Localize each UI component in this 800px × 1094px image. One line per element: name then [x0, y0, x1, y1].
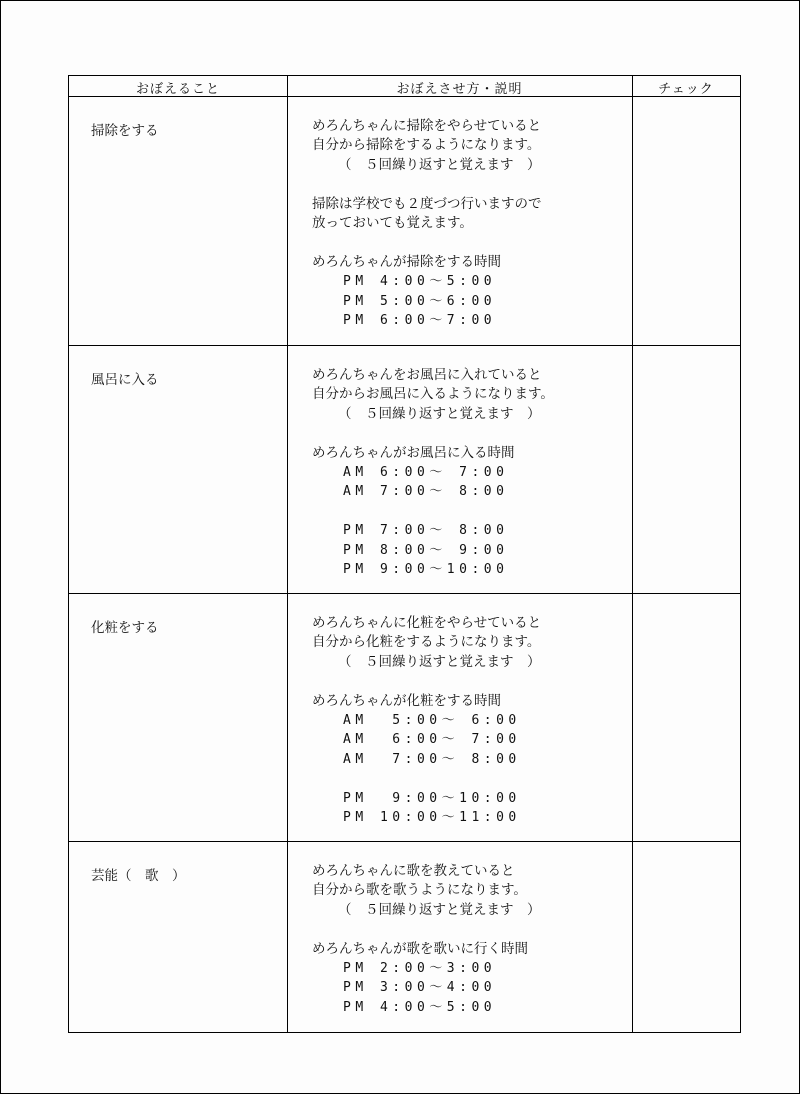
desc-line: 自分から化粧をするようになります。: [312, 634, 541, 651]
desc-note: （ ５回繰り返すと覚えます ）: [338, 156, 541, 173]
time-slot: PM 5:00～6:00: [343, 293, 497, 309]
desc-line: 放っておいても覚えます。: [312, 214, 473, 231]
desc-line: めろんちゃんが掃除をする時間: [312, 253, 501, 270]
checklist-table: [68, 75, 741, 1033]
row-item-label: 化粧をする: [91, 620, 159, 636]
time-slot: AM 5:00～ 6:00: [343, 712, 521, 728]
time-slot: PM 4:00～5:00: [343, 999, 497, 1015]
time-slot: PM 9:00～10:00: [343, 561, 509, 577]
time-slot: PM 8:00～ 9:00: [343, 542, 509, 558]
desc-line: 掃除は学校でも２度づつ行いますので: [312, 195, 542, 212]
row-description: [312, 862, 622, 1017]
row-item-label: 芸能（ 歌 ）: [91, 868, 186, 884]
table-header: [69, 76, 740, 97]
desc-line: 自分からお風呂に入るようになります。: [312, 386, 554, 403]
desc-line: めろんちゃんをお風呂に入れていると: [312, 367, 542, 383]
time-slot: PM 10:00～11:00: [343, 809, 521, 825]
desc-line: めろんちゃんに化粧をやらせていると: [312, 615, 542, 631]
row-description: [312, 614, 622, 827]
header-method: おぼえさせ方・説明: [396, 82, 523, 97]
time-slot: AM 7:00～ 8:00: [343, 484, 509, 500]
row-description: [312, 117, 622, 330]
desc-line: めろんちゃんに歌を教えていると: [312, 863, 515, 879]
row-description: [312, 366, 622, 579]
time-slot: PM 7:00～ 8:00: [343, 523, 509, 539]
desc-note: （ ５回繰り返すと覚えます ）: [338, 653, 541, 670]
header-check: チェック: [658, 82, 714, 97]
time-slot: PM 9:00～10:00: [343, 790, 521, 806]
desc-note: （ ５回繰り返すと覚えます ）: [338, 901, 541, 918]
table-row: [69, 842, 740, 1032]
desc-note: （ ５回繰り返すと覚えます ）: [338, 405, 541, 422]
desc-line: 自分から掃除をするようになります。: [312, 137, 541, 154]
table-row: [69, 346, 740, 594]
row-item-label: 風呂に入る: [91, 372, 159, 388]
desc-line: めろんちゃんが歌を歌いに行く時間: [312, 940, 528, 957]
time-slot: AM 6:00～ 7:00: [343, 732, 521, 748]
time-slot: AM 7:00～ 8:00: [343, 751, 521, 767]
header-item: おぼえること: [135, 82, 220, 97]
time-slot: AM 6:00～ 7:00: [343, 464, 509, 480]
desc-line: 自分から歌を歌うようになります。: [312, 882, 527, 899]
time-slot: PM 2:00～3:00: [343, 960, 497, 976]
time-slot: PM 6:00～7:00: [343, 312, 497, 328]
desc-line: めろんちゃんに掃除をやらせていると: [312, 118, 542, 134]
table-row: [69, 97, 740, 346]
time-slot: PM 3:00～4:00: [343, 980, 497, 996]
time-slot: PM 4:00～5:00: [343, 274, 497, 290]
row-item-label: 掃除をする: [91, 123, 159, 139]
table-row: [69, 594, 740, 842]
desc-line: めろんちゃんがお風呂に入る時間: [312, 444, 515, 461]
desc-line: めろんちゃんが化粧をする時間: [312, 692, 501, 709]
